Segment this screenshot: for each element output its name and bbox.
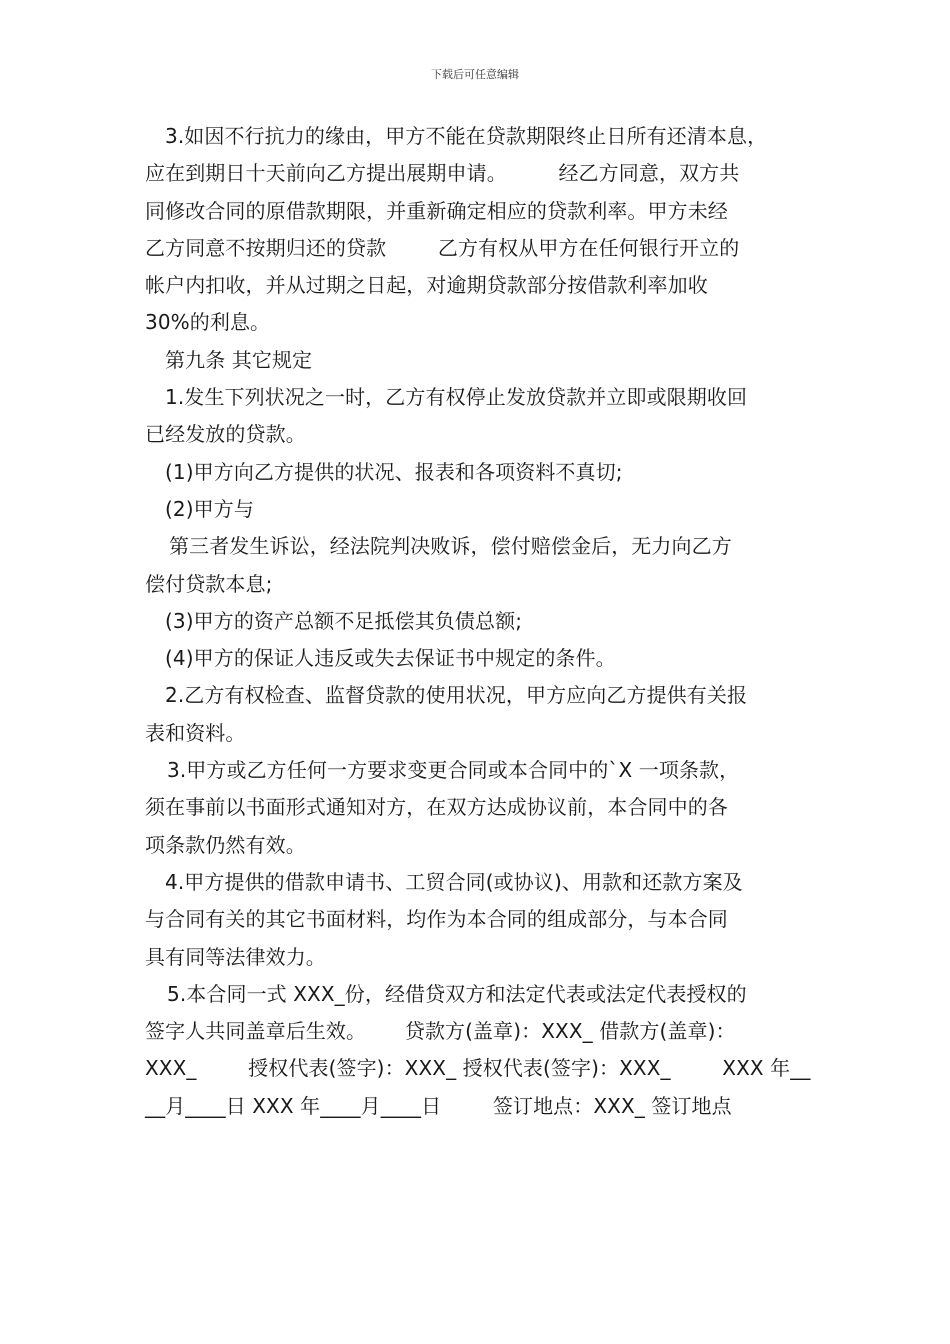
- paragraph-line: 偿付贷款本息;: [145, 571, 273, 596]
- paragraph-line: 同修改合同的原借款期限，并重新确定相应的贷款利率。甲方未经: [145, 198, 728, 223]
- paragraph-line: 3.如因不行抗力的缘由，甲方不能在贷款期限终止日所有还清本息，: [165, 124, 768, 148]
- paragraph-line: 与合同有关的其它书面材料，均作为本合同的组成部分，与本合同: [145, 907, 728, 932]
- paragraph-line: 5.本合同一式 XXX_份，经借贷双方和法定代表或法定代表授权的: [167, 981, 747, 1006]
- paragraph-line: 项条款仍然有效。: [145, 832, 306, 857]
- list-item: (2)甲方与: [165, 496, 254, 521]
- paragraph-line: 具有同等法律效力。: [145, 944, 326, 969]
- paragraph-line: 乙方同意不按期归还的贷款 乙方有权从甲方在任何银行开立的: [145, 235, 740, 260]
- paragraph-line: 1.发生下列状况之一时，乙方有权停止发放贷款并立即或限期收回: [165, 385, 748, 410]
- paragraph-line: 30%的利息。: [145, 310, 271, 335]
- paragraph-line: 须在事前以书面形式通知对方，在双方达成协议前，本合同中的各: [145, 795, 728, 820]
- paragraph-line: 4.甲方提供的借款申请书、工贸合同(或协议)、用款和还款方案及: [165, 869, 743, 894]
- paragraph-line: 已经发放的贷款。: [145, 422, 306, 447]
- page-header-note: 下载后可任意编辑: [431, 68, 519, 81]
- list-item: (1)甲方向乙方提供的状况、报表和各项资料不真切;: [165, 459, 623, 484]
- paragraph-line: 表和资料。: [145, 720, 246, 745]
- signature-line: XXX_ 授权代表(签字)：XXX_ 授权代表(签字)：XXX_ XXX 年__: [145, 1056, 811, 1081]
- list-item: (4)甲方的保证人违反或失去保证书中规定的条件。: [165, 646, 616, 671]
- paragraph-line: 签字人共同盖章后生效。 贷款方(盖章)：XXX_ 借款方(盖章)：: [145, 1019, 736, 1044]
- paragraph-line: 应在到期日十天前向乙方提出展期申请。 经乙方同意，双方共: [145, 161, 740, 186]
- list-item: (3)甲方的资产总额不足抵偿其负债总额;: [165, 608, 523, 633]
- section-heading: 第九条 其它规定: [165, 347, 313, 372]
- document-body: [145, 118, 815, 1125]
- paragraph-line: 第三者发生诉讼，经法院判决败诉，偿付赔偿金后，无力向乙方: [169, 534, 732, 559]
- paragraph-line: 2.乙方有权检查、监督贷款的使用状况，甲方应向乙方提供有关报: [165, 683, 748, 708]
- paragraph-line: 3.甲方或乙方任何一方要求变更合同或本合同中的`X 一项条款，: [167, 758, 740, 783]
- paragraph-line: 帐户内扣收，并从过期之日起，对逾期贷款部分按借款利率加收: [145, 273, 708, 298]
- signature-line: __月____日 XXX 年____月____日 签订地点：XXX_ 签订地点: [145, 1093, 732, 1118]
